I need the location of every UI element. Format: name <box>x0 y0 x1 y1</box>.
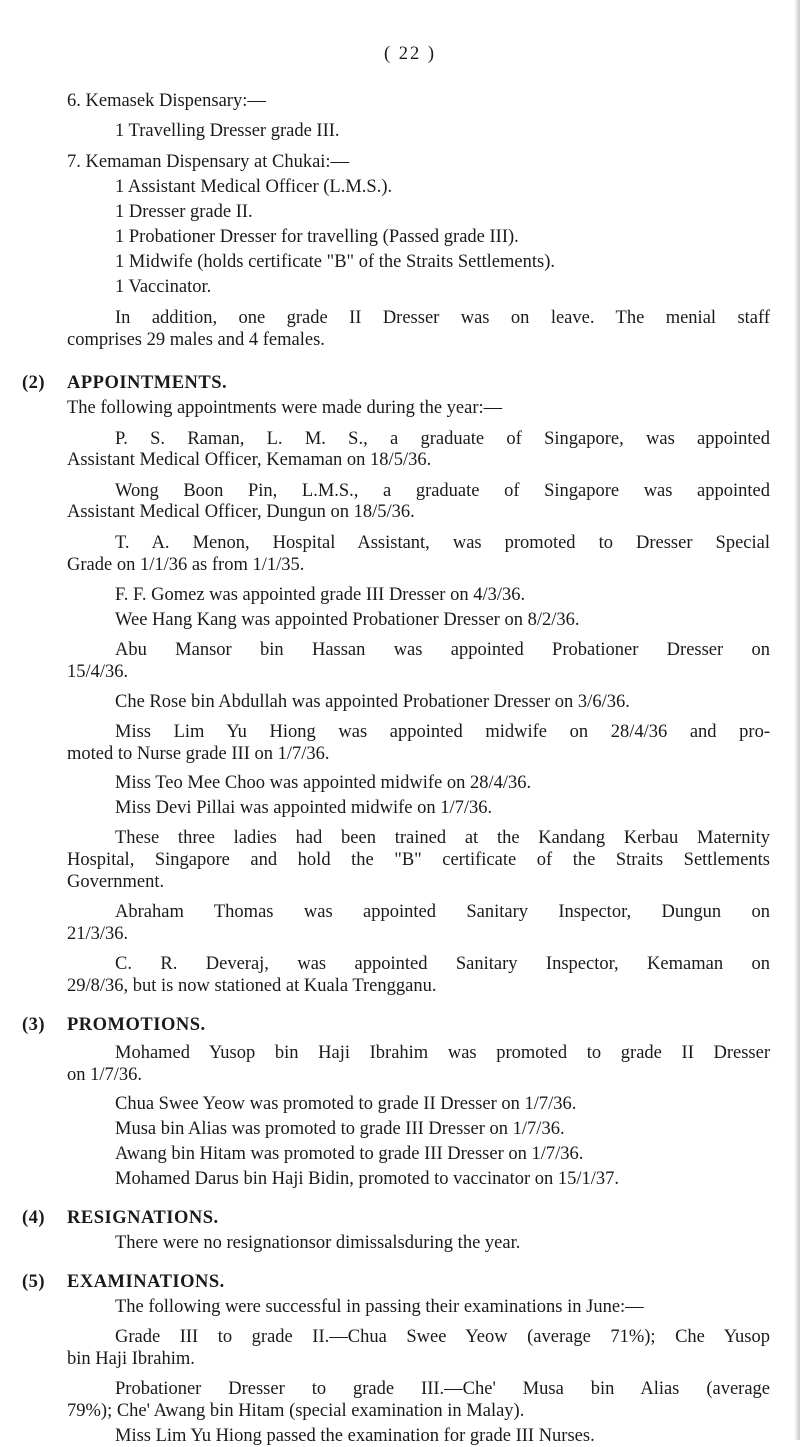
examinations-heading: EXAMINATIONS. <box>67 1271 225 1292</box>
examinations-line: Miss Lim Yu Hiong passed the examination for grade III Nurses. <box>115 1426 595 1446</box>
kemaman-item: 1 Probationer Dresser for travelling (Passed grade III). <box>115 227 519 247</box>
kemasek-heading: 6. Kemasek Dispensary:— <box>67 91 266 111</box>
section-number: (5) <box>22 1271 46 1292</box>
appointments-line: T. A. Menon, Hospital Assistant, was promoted to Dresser Special <box>115 532 770 553</box>
kemaman-addition: comprises 29 males and 4 females. <box>67 330 325 351</box>
promotions-line: Awang bin Hitam was promoted to grade III Dresser on 1/7/36. <box>115 1143 584 1164</box>
kemasek-item: 1 Travelling Dresser grade III. <box>115 121 340 142</box>
appointments-line: These three ladies had been trained at the Kandang Kerbau Maternity <box>115 828 770 849</box>
appointments-line: Grade on 1/1/36 as from 1/1/35. <box>67 554 305 575</box>
appointments-line: 29/8/36, but is now stationed at Kuala Trengganu. <box>67 976 437 996</box>
examinations-line: The following were successful in passing their examinations in June:— <box>115 1296 644 1317</box>
examinations-line: 79%); Che' Awang bin Hitam (special examination in Malay). <box>67 1400 525 1421</box>
kemaman-item: 1 Midwife (holds certificate "B" of the Straits Settlements). <box>115 252 555 273</box>
promotions-line: Musa bin Alias was promoted to grade III Dresser on 1/7/36. <box>115 1118 565 1139</box>
promotions-heading: PROMOTIONS. <box>67 1014 206 1035</box>
appointments-heading: APPOINTMENTS. <box>67 373 228 394</box>
promotions-line: on 1/7/36. <box>67 1065 143 1085</box>
appointments-line: C. R. Deveraj, was appointed Sanitary Inspector, Kemaman on <box>115 954 770 975</box>
appointments-line: 21/3/36. <box>67 923 129 944</box>
examinations-line: Probationer Dresser to grade III.—Che' Musa bin Alias (average <box>115 1379 770 1399</box>
appointments-line: P. S. Raman, L. M. S., a graduate of Singapore, was appointed <box>115 428 770 449</box>
examinations-line: Grade III to grade II.—Chua Swee Yeow (average 71%); Che Yusop <box>115 1326 770 1347</box>
appointments-line: Miss Lim Yu Hiong was appointed midwife on 28/4/36 and pro- <box>115 722 770 743</box>
page-edge-shadow <box>794 0 800 1440</box>
appointments-line: Assistant Medical Officer, Kemaman on 18/5/36. <box>67 450 432 471</box>
appointments-line: 15/4/36. <box>67 661 129 682</box>
appointments-line: Miss Devi Pillai was appointed midwife on 1/7/36. <box>115 798 493 818</box>
kemaman-heading: 7. Kemaman Dispensary at Chukai:— <box>67 151 350 172</box>
resignations-heading: RESIGNATIONS. <box>67 1207 219 1228</box>
examinations-line: bin Haji Ibrahim. <box>67 1348 195 1369</box>
appointments-line: Wee Hang Kang was appointed Probationer Dresser on 8/2/36. <box>115 609 580 630</box>
appointments-line: Abraham Thomas was appointed Sanitary Inspector, Dungun on <box>115 902 770 923</box>
section-number: (2) <box>22 373 46 394</box>
appointments-line: Abu Mansor bin Hassan was appointed Probationer Dresser on <box>115 640 770 661</box>
promotions-line: Mohamed Yusop bin Haji Ibrahim was promoted to grade II Dresser <box>115 1043 770 1064</box>
resignations-line: There were no resignationsor dimissalsduring the year. <box>115 1232 521 1253</box>
appointments-line: The following appointments were made during the year:— <box>67 398 503 419</box>
section-number: (3) <box>22 1014 46 1035</box>
page-number: ( 22 ) <box>383 44 437 64</box>
appointments-line: Wong Boon Pin, L.M.S., a graduate of Singapore was appointed <box>115 480 770 501</box>
appointments-line: F. F. Gomez was appointed grade III Dresser on 4/3/36. <box>115 584 526 605</box>
kemaman-item: 1 Dresser grade II. <box>115 201 253 222</box>
appointments-line: Miss Teo Mee Choo was appointed midwife on 28/4/36. <box>115 772 532 793</box>
promotions-line: Mohamed Darus bin Haji Bidin, promoted to vaccinator on 15/1/37. <box>115 1169 620 1190</box>
kemaman-item: 1 Assistant Medical Officer (L.M.S.). <box>115 176 393 197</box>
appointments-line: Assistant Medical Officer, Dungun on 18/5/36. <box>67 502 415 523</box>
section-number: (4) <box>22 1207 46 1228</box>
appointments-line: Government. <box>67 871 165 892</box>
kemaman-addition: In addition, one grade II Dresser was on leave. The menial staff <box>115 307 770 328</box>
appointments-line: moted to Nurse grade III on 1/7/36. <box>67 744 330 765</box>
kemaman-item: 1 Vaccinator. <box>115 277 212 298</box>
appointments-line: Che Rose bin Abdullah was appointed Probationer Dresser on 3/6/36. <box>115 692 630 713</box>
appointments-line: Hospital, Singapore and hold the "B" certificate of the Straits Settlements <box>67 850 770 870</box>
promotions-line: Chua Swee Yeow was promoted to grade II Dresser on 1/7/36. <box>115 1093 577 1114</box>
